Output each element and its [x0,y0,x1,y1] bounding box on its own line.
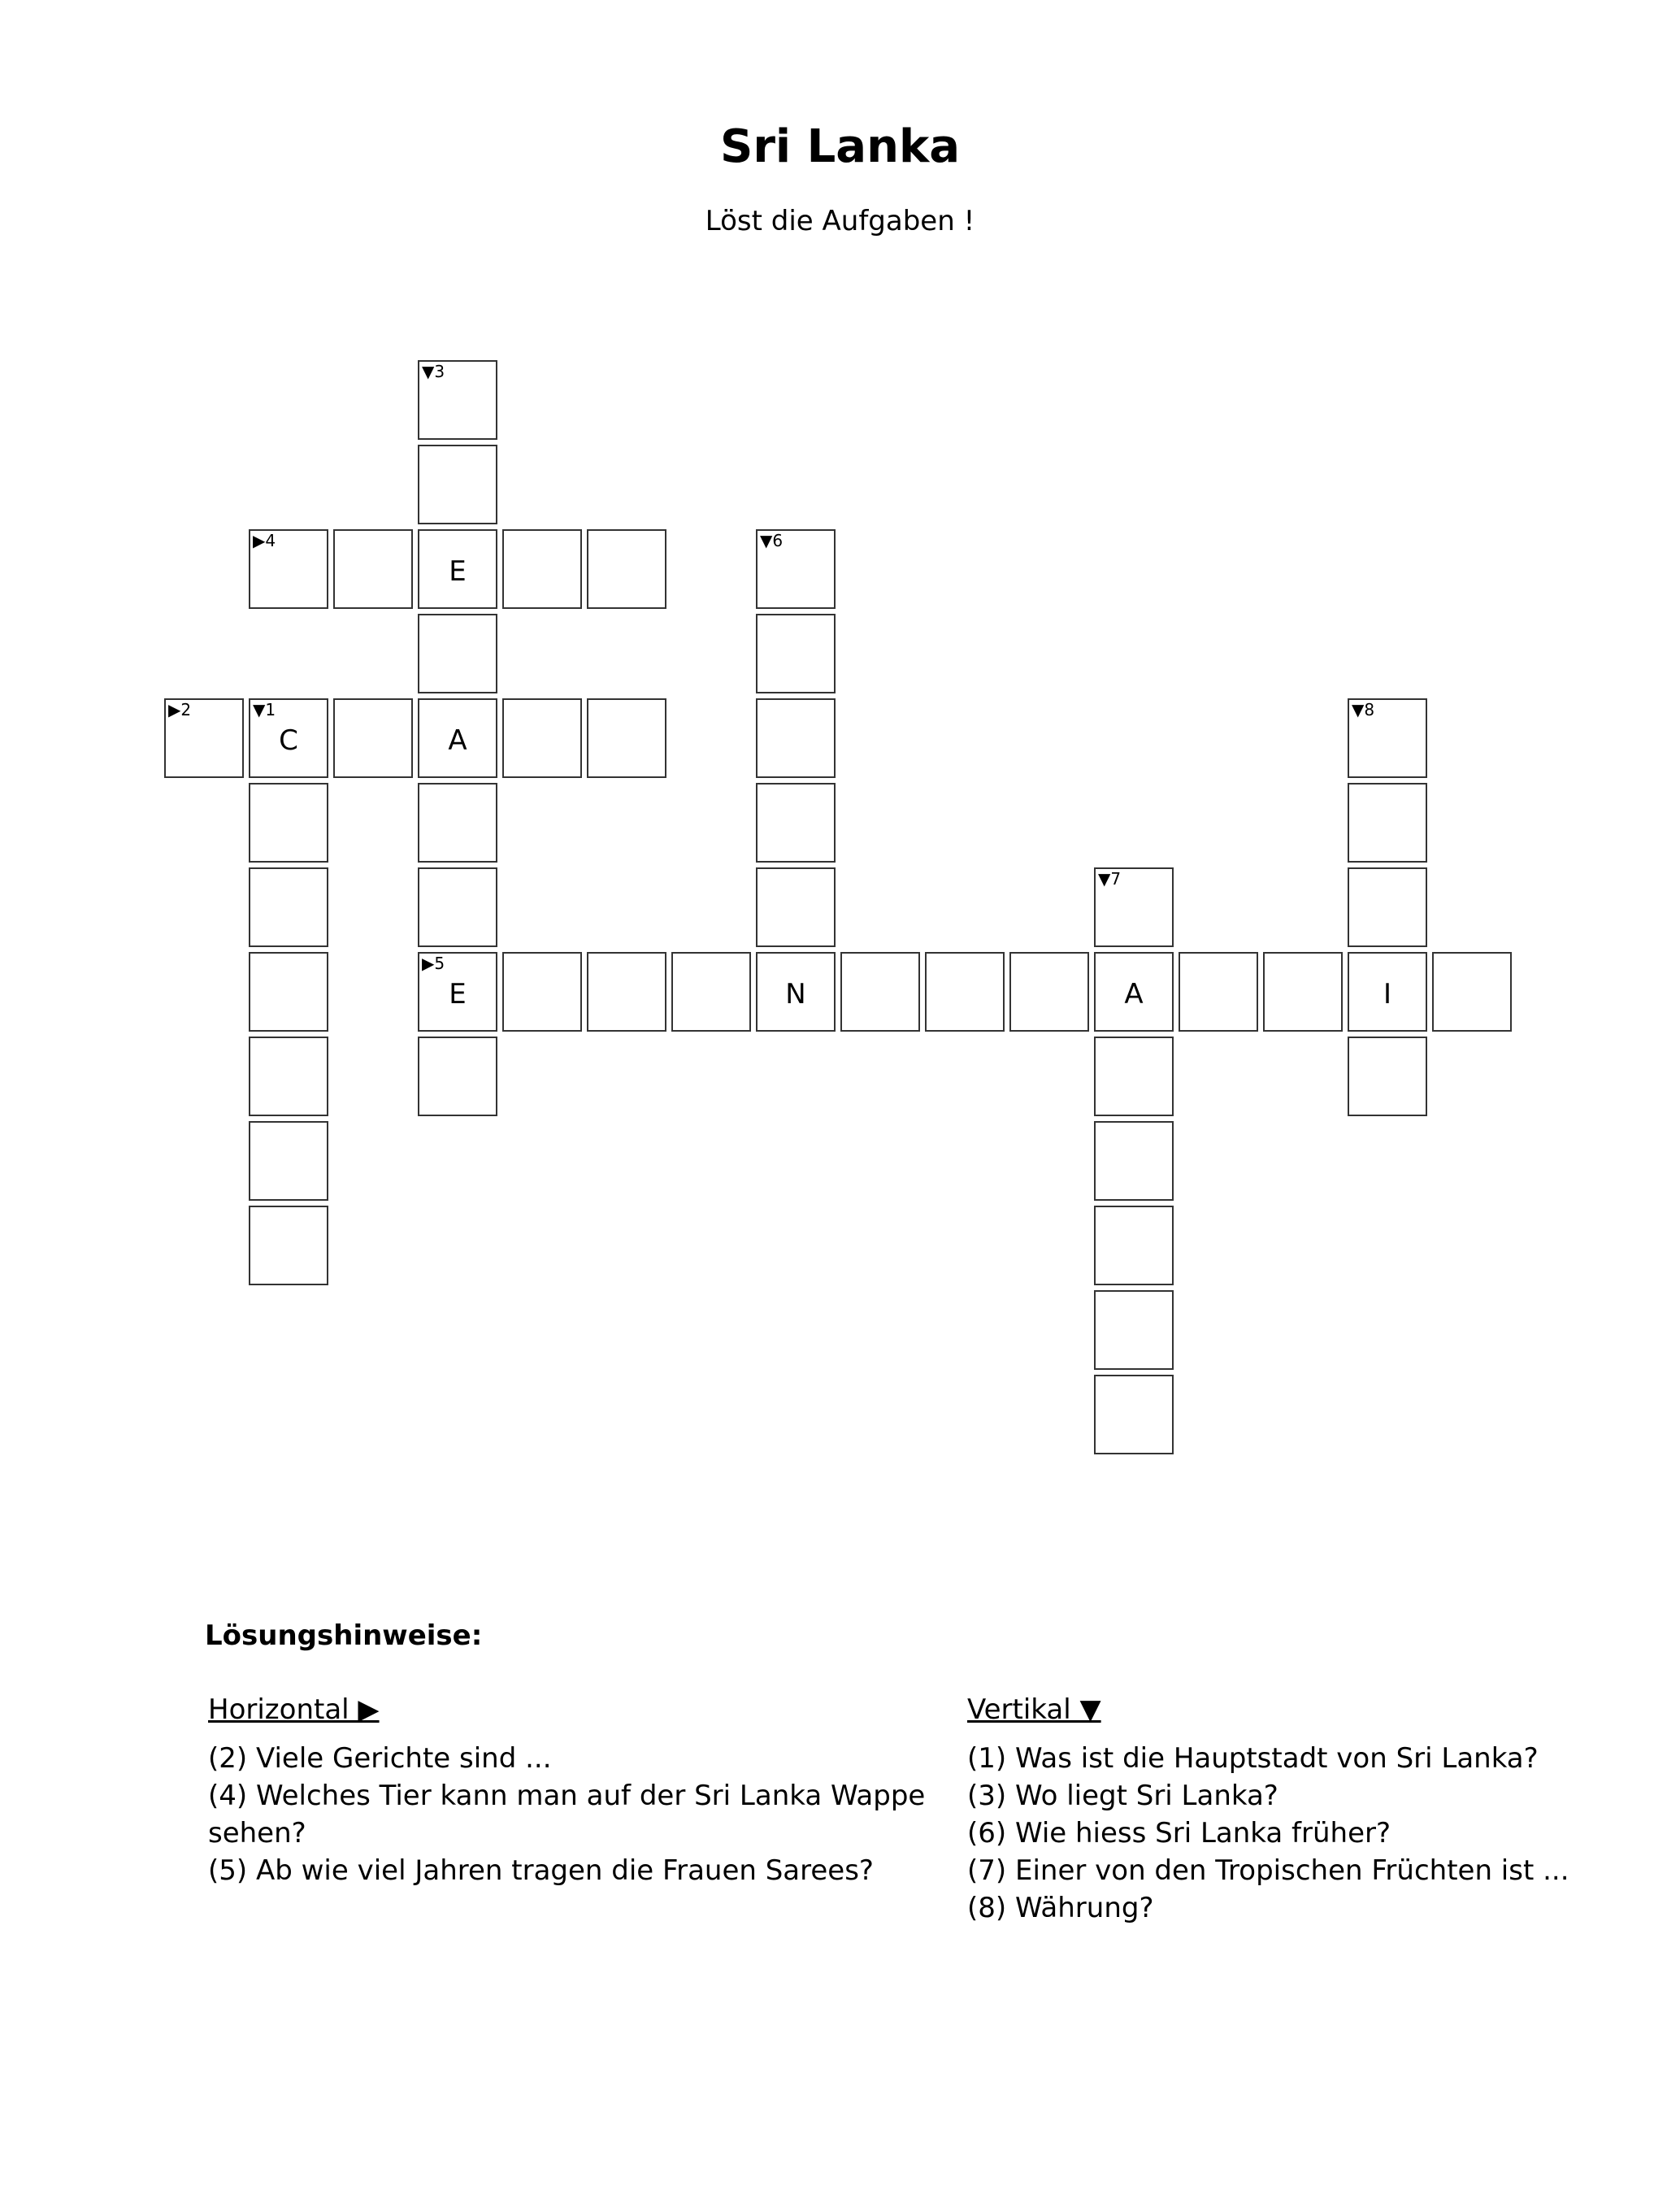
page-subtitle: Löst die Aufgaben ! [705,205,975,237]
crossword-cell[interactable] [756,783,836,863]
crossword-cell[interactable] [333,698,413,778]
crossword-cell[interactable] [418,614,497,693]
crossword-cell[interactable] [502,698,582,778]
crossword-cell[interactable] [502,952,582,1032]
clues-heading: Lösungshinweise: [205,1619,483,1652]
clue-vertical-6: (6) Wie hiess Sri Lanka früher? [967,1817,1391,1849]
crossword-cell[interactable] [249,1037,328,1116]
crossword-cell[interactable] [756,698,836,778]
crossword-cell[interactable] [1348,952,1427,1032]
crossword-cell[interactable] [1348,783,1427,863]
crossword-cell[interactable] [249,1121,328,1201]
given-letter: N [785,978,806,1011]
crossword-cell[interactable] [418,529,497,609]
crossword-cell[interactable] [1348,867,1427,947]
clue-vertical-8: (8) Währung? [967,1892,1154,1924]
crossword-cell[interactable] [1348,1037,1427,1116]
crossword-cell[interactable] [249,783,328,863]
crossword-cell[interactable] [249,698,328,778]
crossword-cell[interactable] [587,698,666,778]
crossword-cell[interactable] [587,952,666,1032]
given-letter: E [449,555,467,588]
crossword-cell[interactable] [418,783,497,863]
crossword-cell[interactable] [756,867,836,947]
clue-vertical-3: (3) Wo liegt Sri Lanka? [967,1780,1278,1812]
clues-vertical [967,1691,1585,1927]
crossword-cell[interactable] [418,698,497,778]
crossword-cell[interactable] [1009,952,1089,1032]
given-letter: A [448,724,467,757]
crossword-cell[interactable] [925,952,1005,1032]
crossword-cell[interactable] [249,529,328,609]
crossword-cell[interactable] [1094,1290,1174,1370]
clues-vertical-title: Vertikal ▼ [967,1693,1101,1726]
crossword-cell[interactable] [1179,952,1258,1032]
crossword-cell[interactable] [756,614,836,693]
given-letter: I [1383,978,1392,1011]
crossword-cell[interactable] [1263,952,1343,1032]
clues-horizontal-title: Horizontal ▶ [208,1693,380,1726]
given-letter: C [279,724,298,757]
crossword-cell[interactable] [249,952,328,1032]
crossword-cell[interactable] [418,867,497,947]
crossword-cell[interactable] [502,529,582,609]
clue-number: ▼6 [760,531,784,550]
given-letter: E [449,978,467,1011]
clue-number: ▶4 [253,531,276,550]
crossword-cell[interactable] [333,529,413,609]
crossword-cell[interactable] [587,529,666,609]
crossword-cell[interactable] [418,1037,497,1116]
crossword-cell[interactable] [1094,1206,1174,1285]
clue-number: ▶5 [422,954,445,973]
crossword-cell[interactable] [1094,952,1174,1032]
given-letter: A [1124,978,1144,1011]
crossword-cell[interactable] [418,360,497,440]
crossword-cell[interactable] [164,698,244,778]
crossword-cell[interactable] [1094,1121,1174,1201]
crossword-cell[interactable] [1094,1037,1174,1116]
clue-number: ▼8 [1352,700,1375,719]
crossword-cell[interactable] [249,867,328,947]
clue-number: ▶2 [168,700,192,719]
crossword-cell[interactable] [1094,1375,1174,1454]
page-title: Sri Lanka [719,120,960,173]
crossword-cell[interactable] [1094,867,1174,947]
clue-number: ▼3 [422,362,445,381]
crossword-cell[interactable] [840,952,920,1032]
crossword-cell[interactable] [249,1206,328,1285]
clue-vertical-1: (1) Was ist die Hauptstadt von Sri Lanka? [967,1742,1539,1775]
crossword-cell[interactable] [756,952,836,1032]
crossword-cell[interactable] [1432,952,1512,1032]
clue-horizontal-5: (5) Ab wie viel Jahren tragen die Frauen Sarees? [208,1854,874,1887]
crossword-cell[interactable] [418,445,497,524]
crossword-cell[interactable] [1348,698,1427,778]
clues-horizontal [208,1691,940,1889]
crossword-cell[interactable] [671,952,751,1032]
clue-vertical-7: (7) Einer von den Tropischen Früchten ist ... [967,1854,1569,1887]
crossword-cell[interactable] [756,529,836,609]
clue-horizontal-2: (2) Viele Gerichte sind ... [208,1742,552,1775]
clue-number: ▼7 [1098,869,1122,889]
clue-horizontal-4: (4) Welches Tier kann man auf der Sri Lanka Wappe sehen? [208,1780,926,1849]
clue-number: ▼1 [253,700,276,719]
crossword-cell[interactable] [418,952,497,1032]
